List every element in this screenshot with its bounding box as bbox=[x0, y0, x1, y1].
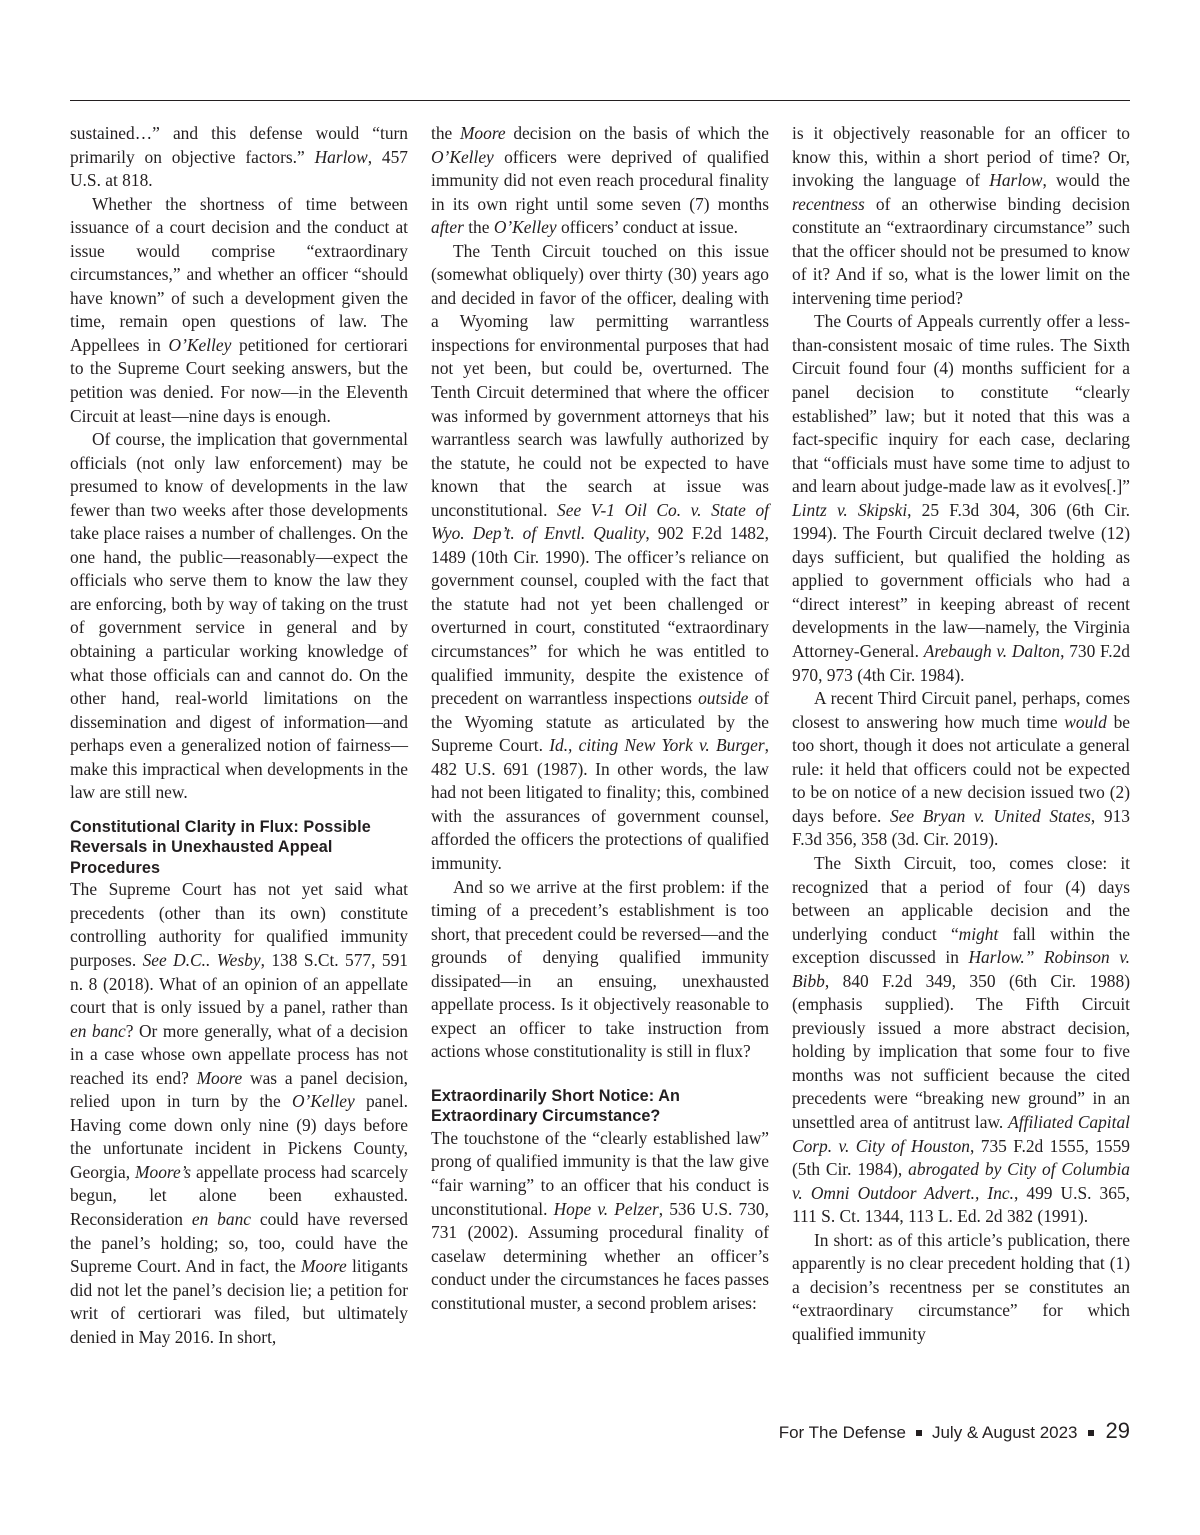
text-run: The Tenth Circuit touched on this issue (somewhat obliquely) over thirty (30) years ago and decided in favor of the officer, dealing with a Wyoming law permitting warrantless inspections for environmental purposes that had not yet been, but could be, overturned. The Tenth Circuit determined that where the officer was informed by government attorneys that his warrantless search was lawfully authorized by the statute, he could not be expected to have known that the search at issue was unconstitutional. bbox=[431, 240, 769, 520]
text-run: , 25 F.3d 304, 306 (6th Cir. 1994). The Fourth Circuit declared twelve (12) days sufficient, but qualified the holding as applied to government officials who had a “direct interest” in keeping abreast of recent developments in the law—namely, the Virginia Attorney-General. bbox=[792, 499, 1131, 662]
text-run: , would the bbox=[1042, 170, 1130, 191]
text-run: the bbox=[463, 217, 494, 238]
text-run: litigants did not let the panel’s decision lie; a petition for writ of certiorari was filed, but ultimately denied in May 2016. In short, bbox=[70, 1256, 408, 1347]
text-run: The Sixth Circuit, too, comes close: it recognized that a period of four (4) days between an applicable decision and the underlying conduct “ bbox=[792, 852, 1130, 944]
text-run: petitioned for certiorari to the Supreme Court seeking answers, but the petition was denied. For now—in the Eleventh Circuit at least—nine days is enough. bbox=[70, 334, 408, 426]
paragraph bbox=[70, 193, 408, 428]
italic-text: abrogated by City of Columbia v. Omni Outdoor Advert., Inc. bbox=[792, 1159, 1130, 1203]
paragraph bbox=[431, 240, 769, 876]
italic-text: Hope v. Pelzer bbox=[553, 1198, 659, 1219]
text-run: fall within the exception discussed in bbox=[792, 923, 1130, 968]
section-heading: Extraordinarily Short Notice: An Extraordinary Circumstance? bbox=[431, 1086, 681, 1126]
text-run: In short: as of this article’s publication, there apparently is no clear precedent holding that (1) a decision’s recentness per se constitutes an “extraordinary circumstance” for which qualified immunity bbox=[792, 1229, 1130, 1344]
text-run: , 536 U.S. 730, 731 (2002). Assuming procedural finality of caselaw determining whether an officer’s conduct under the circumstances he faces passes constitutional muster, a second problem arises: bbox=[431, 1198, 769, 1313]
italic-text: O’Kelley bbox=[493, 217, 557, 238]
italic-text: Harlow.” Robinson v. Bibb bbox=[792, 947, 1130, 991]
italic-text: Harlow bbox=[989, 170, 1043, 191]
italic-text: Lintz v. Skipski bbox=[792, 499, 908, 520]
text-run: , 138 S.Ct. 577, 591 n. 8 (2018). What of an opinion of an appellate court that is only issued by a panel, rather than bbox=[70, 950, 408, 1018]
paragraph bbox=[70, 878, 408, 1349]
text-run: of the Wyoming statute as articulated by the Supreme Court. bbox=[431, 688, 769, 756]
italic-text: en banc bbox=[191, 1209, 251, 1230]
paragraph bbox=[431, 876, 769, 1064]
italic-text: Arebaugh v. Dalton bbox=[923, 641, 1061, 662]
paragraph bbox=[431, 122, 769, 240]
italic-text: recentness bbox=[792, 193, 865, 214]
italic-text: outside bbox=[698, 688, 749, 709]
italic-text: O’Kelley bbox=[431, 146, 494, 167]
text-run: officers were deprived of qualified immunity did not even reach procedural finality in its own right until some seven (7) months bbox=[431, 146, 769, 214]
footer-issue: July & August 2023 bbox=[931, 1423, 1078, 1442]
text-run: be too short, though it does not articulate a general rule: it held that officers could not be expected to be on notice of a new decision issued two (2) days before. bbox=[792, 711, 1130, 826]
text-run: A recent Third Circuit panel, perhaps, comes closest to answering how much time bbox=[792, 688, 1130, 732]
italic-text: Affiliated Capital Corp. v. City of Houston bbox=[792, 1111, 1130, 1156]
paragraph bbox=[792, 310, 1130, 687]
text-run: The Supreme Court has not yet said what precedents (other than its own) constitute controlling authority for qualified immunity purposes. bbox=[70, 879, 408, 970]
italic-text: Moore bbox=[196, 1067, 243, 1088]
page-number: 29 bbox=[1105, 1418, 1130, 1443]
footer-separator-square bbox=[1088, 1430, 1094, 1436]
text-run: , 913 F.3d 356, 358 (3d. Cir. 2019). bbox=[792, 805, 1131, 850]
italic-text: Moore’s bbox=[135, 1161, 192, 1182]
text-run: , 730 F.2d 970, 973 (4th Cir. 1984). bbox=[792, 641, 1130, 685]
footer-publication: For The Defense bbox=[778, 1423, 906, 1442]
text-run: decision on the basis of which the bbox=[505, 123, 770, 143]
italic-text: en banc bbox=[70, 1020, 126, 1041]
text-run: , 840 F.2d 349, 350 (6th Cir. 1988) (emphasis supplied). The Fifth Circuit previously issued a more abstract decision, holding by implication that some four to five months was not sufficient because the cited precedents were “breaking new ground” in an unsettled area of antitrust law. bbox=[792, 970, 1130, 1132]
text-run: ? Or more generally, what of a decision in a case whose own appellate process has not reached its end? bbox=[70, 1020, 408, 1088]
paragraph bbox=[792, 852, 1130, 1229]
italic-text: might bbox=[958, 923, 999, 944]
paragraph bbox=[431, 1127, 769, 1315]
text-run: , 457 U.S. at 818. bbox=[70, 146, 409, 191]
paragraph bbox=[792, 687, 1130, 852]
text-run: officers’ conduct at issue. bbox=[556, 217, 739, 238]
text-run: , 499 U.S. 365, 111 S. Ct. 1344, 113 L. Ed. 2d 382 (1991). bbox=[792, 1182, 1130, 1227]
italic-text: Moore bbox=[301, 1256, 347, 1277]
italic-text: Id., citing New York v. Burger bbox=[549, 735, 765, 756]
italic-text: See V-1 Oil Co. v. State of Wyo. Dep’t. of Envtl. Quality bbox=[431, 499, 770, 544]
article-body bbox=[70, 122, 1130, 1442]
italic-text: See Bryan v. United States bbox=[889, 805, 1091, 826]
paragraph bbox=[70, 428, 408, 805]
text-run: panel. Having come down only nine (9) days before the unfortunate incident in Pickens County, Georgia, bbox=[70, 1091, 408, 1182]
italic-text: would bbox=[1064, 711, 1107, 732]
paragraph bbox=[792, 122, 1130, 310]
italic-text: O’Kelley bbox=[291, 1091, 355, 1112]
text-run: , 482 U.S. 691 (1987). In other words, the law had not been litigated to finality; this, combined with the assurances of government counsel, afforded the officers the protections of qualified immunity. bbox=[431, 735, 769, 873]
text-run: was a panel decision, relied upon in turn by the bbox=[70, 1067, 408, 1112]
footer-separator-square bbox=[916, 1430, 922, 1436]
column-3 bbox=[792, 122, 1130, 1346]
italic-text: See D.C.. Wesby bbox=[142, 950, 261, 970]
text-run: Of course, the implication that governmental officials (not only law enforcement) may be presumed to know of developments in the law fewer than two weeks after those developments take place raises a number of challenges. On the one hand, the public—reasonably—expect the officials who serve them to know the law they are enforcing, both by way of taking on the trust of government service in general and by obtaining a particular working knowledge of what those officials can and cannot do. On the other hand, real-world limitations on the dissemination and digest of information—and perhaps even a generalized notion of fairness—make this impractical when developments in the law are still new. bbox=[70, 429, 408, 803]
text-run: is it objectively reasonable for an officer to know this, within a short period of time? Or, invoking the language of bbox=[792, 123, 1130, 191]
text-run: And so we arrive at the first problem: if the timing of a precedent’s establishment is too short, that precedent could be reversed—and the grounds of denying qualified immunity dissipated—in an ensuing, unexhausted appellate process. Is it objectively reasonable to expect an officer to take instruction from actions whose constitutionality is still in flux? bbox=[431, 876, 769, 1062]
text-run: could have reversed the panel’s holding; so, too, could have the Supreme Court. And in fact, the bbox=[70, 1209, 408, 1277]
top-rule bbox=[70, 100, 1130, 101]
column-1 bbox=[70, 122, 408, 1349]
text-run: The touchstone of the “clearly established law” prong of qualified immunity is that the law give “fair warning” to an officer that his conduct is unconstitutional. bbox=[431, 1127, 769, 1219]
text-run: appellate process had scarcely begun, let alone been exhausted. Reconsideration bbox=[70, 1161, 408, 1230]
column-2 bbox=[431, 122, 769, 1315]
text-run: , 902 F.2d 1482, 1489 (10th Cir. 1990). The officer’s reliance on government counsel, coupled with the fact that the statute had not yet been challenged or overturned in court, constituted “extraordinary circumstances” for which he was entitled to qualified immunity, despite the existence of precedent on warrantless inspections bbox=[431, 523, 770, 709]
page-footer bbox=[779, 1419, 1130, 1445]
text-run: , 735 F.2d 1555, 1559 (5th Cir. 1984), bbox=[792, 1135, 1130, 1180]
text-run: sustained…” and this defense would “turn primarily on objective factors.” bbox=[70, 123, 408, 167]
italic-text: Harlow bbox=[314, 146, 368, 167]
italic-text: after bbox=[431, 217, 464, 238]
italic-text: Moore bbox=[459, 123, 506, 143]
text-run: Whether the shortness of time between issuance of a court decision and the conduct at issue would comprise “extraordinary circumstances,” and whether an officer “should have known” of such a development given the time, remain open questions of law. The Appellees in bbox=[70, 193, 408, 355]
text-run: the bbox=[431, 123, 460, 143]
italic-text: O’Kelley bbox=[168, 334, 232, 355]
paragraph bbox=[70, 122, 408, 193]
text-run: The Courts of Appeals currently offer a less-than-consistent mosaic of time rules. The Sixth Circuit found four (4) months sufficient for a panel decision to constitute “clearly established” law; but it noted that this was a fact-specific inquiry for each case, declaring that “officials must have some time to adjust to and learn about judge-made law as it evolves[.]” bbox=[792, 311, 1130, 497]
text-run: of an otherwise binding decision constitute an “extraordinary circumstance” such that the officer should not be presumed to know of it? And if so, what is the lower limit on the intervening time period? bbox=[792, 193, 1130, 308]
paragraph bbox=[792, 1229, 1130, 1347]
section-heading: Constitutional Clarity in Flux: Possible Reversals in Unexhausted Appeal Procedures bbox=[70, 817, 371, 877]
